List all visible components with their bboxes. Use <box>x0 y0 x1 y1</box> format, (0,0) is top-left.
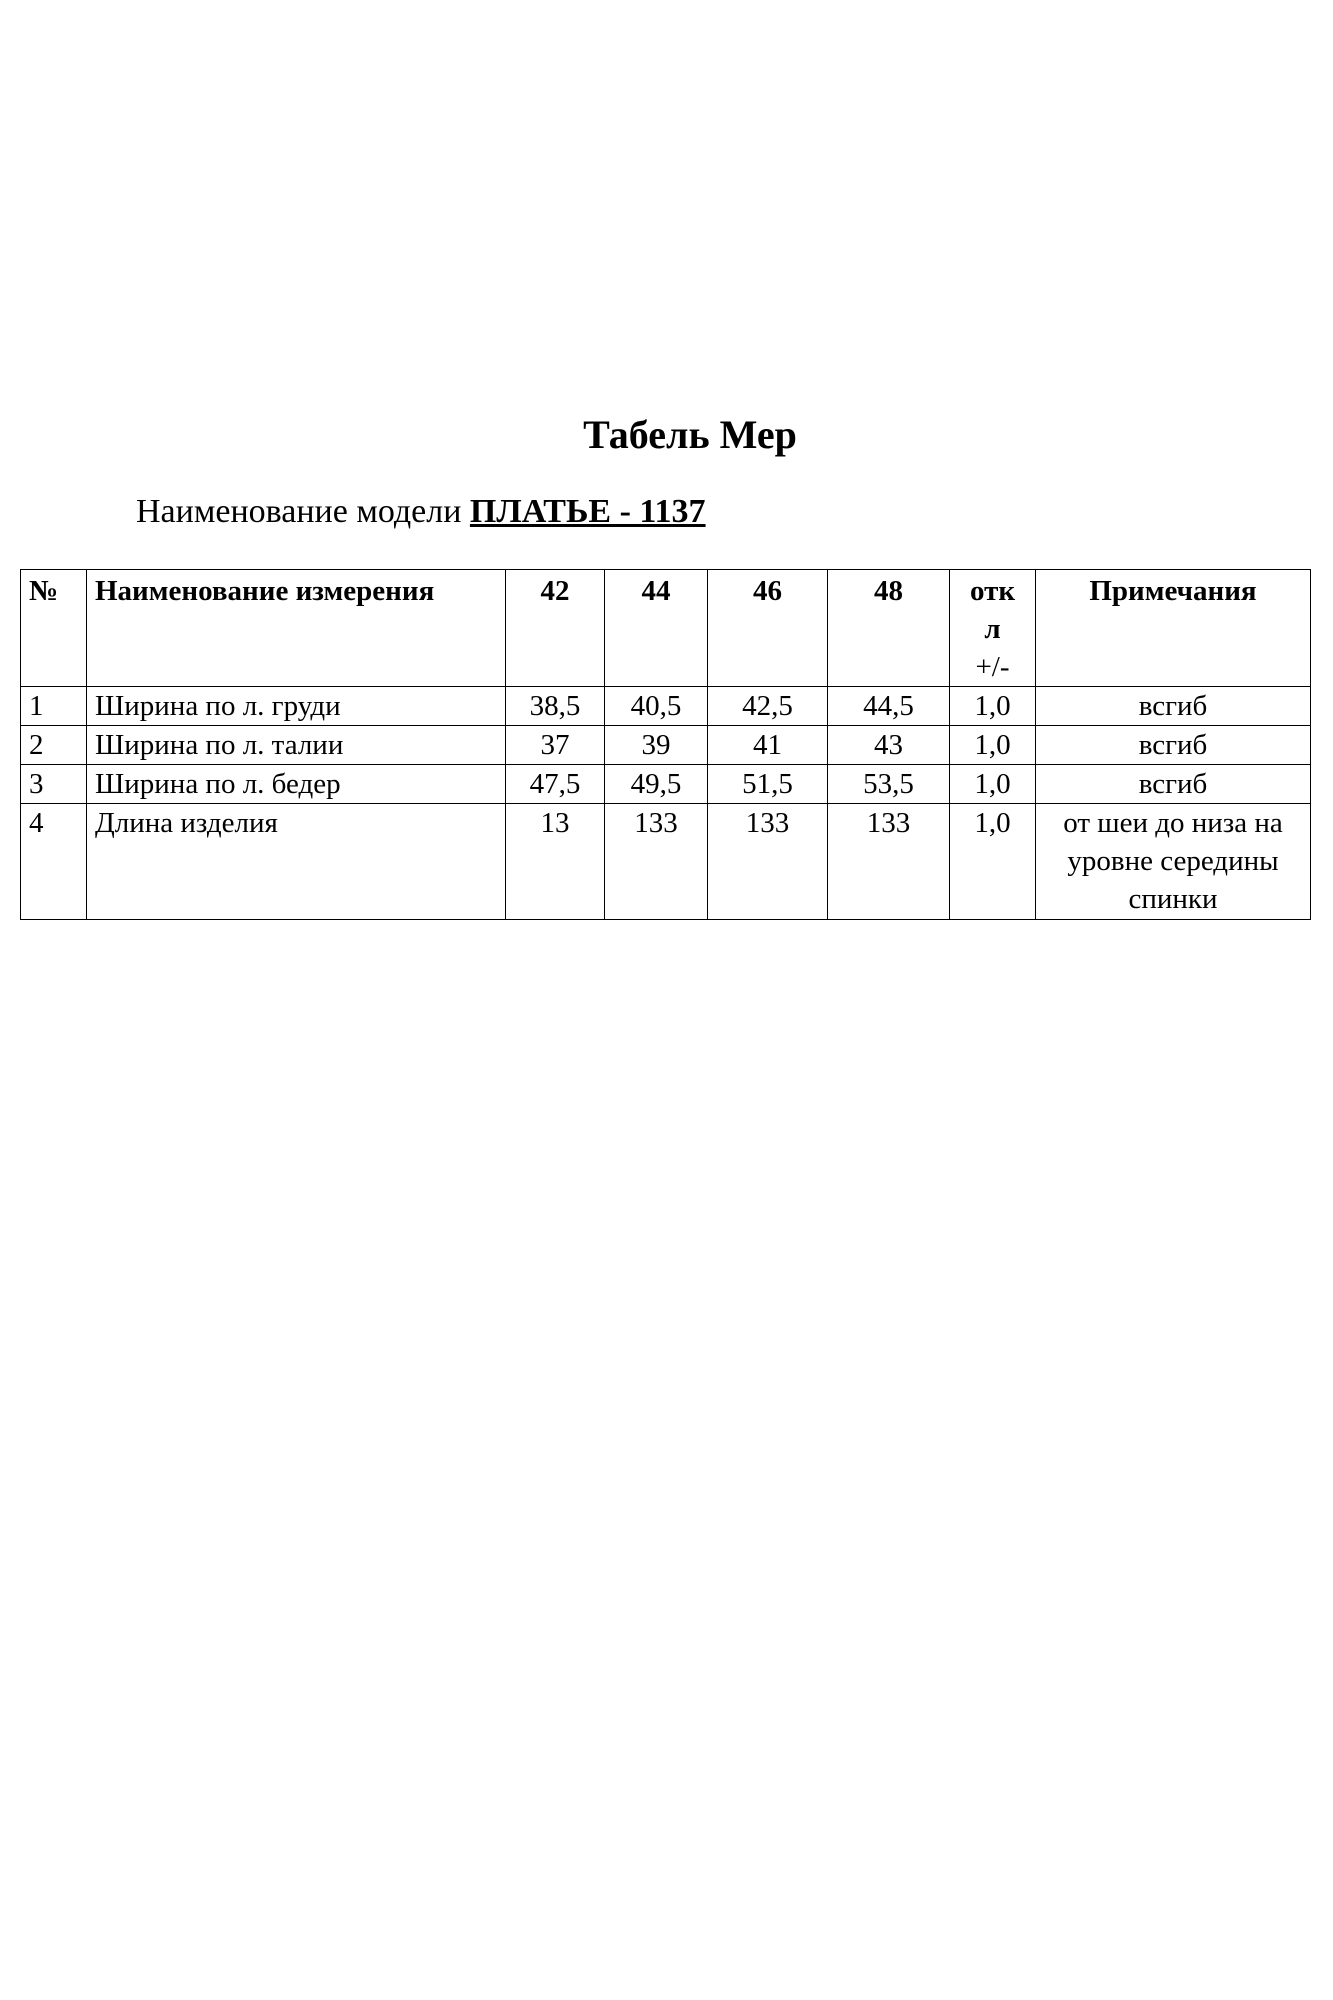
row-size-48: 43 <box>828 726 950 765</box>
row-tolerance: 1,0 <box>950 726 1036 765</box>
row-note: от шеи до низа на уровне середины спинки <box>1036 804 1311 920</box>
table-row <box>21 765 1311 804</box>
header-size-44: 44 <box>605 570 708 687</box>
row-size-44: 49,5 <box>605 765 708 804</box>
row-size-44: 39 <box>605 726 708 765</box>
header-measurement: Наименование измерения <box>87 570 506 687</box>
document-title: Табель Мер <box>583 412 797 457</box>
header-tolerance-line2: л <box>984 613 1001 645</box>
row-measurement-name: Ширина по л. талии <box>87 726 506 765</box>
row-size-44: 133 <box>605 804 708 920</box>
row-size-42: 13 <box>506 804 605 920</box>
row-tolerance: 1,0 <box>950 765 1036 804</box>
header-tolerance-line3: +/- <box>975 651 1010 683</box>
row-size-46: 42,5 <box>708 687 828 726</box>
row-number: 2 <box>21 726 87 765</box>
row-note: всгиб <box>1036 687 1311 726</box>
row-size-48: 133 <box>828 804 950 920</box>
row-size-42: 37 <box>506 726 605 765</box>
row-note: всгиб <box>1036 765 1311 804</box>
row-size-46: 133 <box>708 804 828 920</box>
model-label: Наименование модели <box>136 493 462 530</box>
table-row <box>21 804 1311 920</box>
row-size-44: 40,5 <box>605 687 708 726</box>
header-notes: Примечания <box>1036 570 1311 687</box>
header-tolerance <box>950 570 1036 687</box>
row-size-48: 53,5 <box>828 765 950 804</box>
row-measurement-name: Ширина по л. бедер <box>87 765 506 804</box>
row-tolerance: 1,0 <box>950 687 1036 726</box>
model-line <box>136 490 706 534</box>
table-row <box>21 687 1311 726</box>
row-size-46: 51,5 <box>708 765 828 804</box>
row-number: 4 <box>21 804 87 920</box>
model-name: ПЛАТЬЕ - 1137 <box>469 493 706 530</box>
row-size-46: 41 <box>708 726 828 765</box>
header-size-48: 48 <box>828 570 950 687</box>
table-header-row <box>21 570 1311 687</box>
header-size-42: 42 <box>506 570 605 687</box>
measurements-table <box>20 569 1311 920</box>
row-size-42: 47,5 <box>506 765 605 804</box>
header-number: № <box>21 570 87 687</box>
row-number: 1 <box>21 687 87 726</box>
row-number: 3 <box>21 765 87 804</box>
row-measurement-name: Длина изделия <box>87 804 506 920</box>
row-measurement-name: Ширина по л. груди <box>87 687 506 726</box>
header-size-46: 46 <box>708 570 828 687</box>
header-tolerance-line1: отк <box>969 575 1016 607</box>
table-row <box>21 726 1311 765</box>
row-tolerance: 1,0 <box>950 804 1036 920</box>
row-note: всгиб <box>1036 726 1311 765</box>
row-size-48: 44,5 <box>828 687 950 726</box>
row-size-42: 38,5 <box>506 687 605 726</box>
